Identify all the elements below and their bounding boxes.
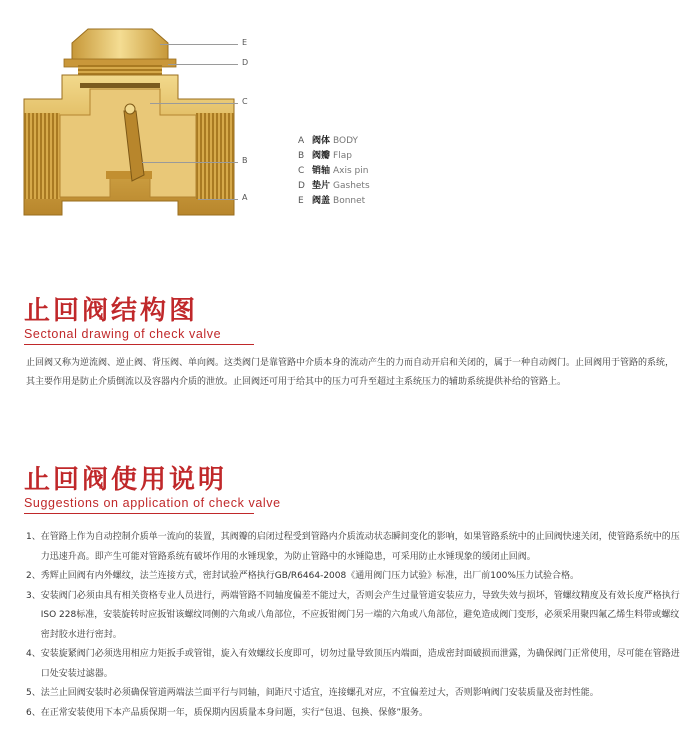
- check-valve-diagram: [20, 25, 260, 220]
- section-divider-structure: [24, 344, 254, 345]
- callout-line-c: [150, 103, 238, 104]
- list-item: 2、 秀辉止回阀有内外螺纹，法兰连接方式，密封试验严格执行GB/R6464-2008《通用阀门压力试验》标准，出厂前100%压力试验合格。: [26, 571, 579, 581]
- section-divider-usage: [24, 513, 254, 514]
- section-title-structure: 止回阀结构图: [24, 296, 199, 326]
- intro-paragraph: 止回阀又称为逆流阀、逆止阀、背压阀、单向阀。这类阀门是靠管路中介质本身的流动产生的力而自动开启和关闭的，属于一种自动阀门。止回阀用于管路的系统，其主要作用是防止介质倒流以及容器内介质的泄放。止回阀还可用于给其中的压力可升至超过主系统压力的辅助系统提供补给的管路上。: [26, 358, 675, 387]
- list-item: 3、 安装阀门必须由具有相关资格专业人员进行，两端管路不同轴度偏差不能过大，否则会产生过量管道安装应力，导致失效与损坏，管螺纹精度及有效长度严格执行ISO 228标准，安装旋转时应扳钳该螺纹同侧的六角或八角部位，不应扳钳阀门另一端的六角或八角部位，避免造成阀门变形，必须采用聚四氟乙烯生料带或螺纹密封胶水进行密封。: [26, 590, 680, 640]
- section-title-usage: 止回阀使用说明: [24, 465, 228, 495]
- legend-row-flap: B 阀瓣 Flap: [298, 151, 352, 161]
- callout-line-e: [160, 44, 238, 45]
- legend-row-gaskets: D 垫片 Gashets: [298, 181, 370, 191]
- section-subtitle-structure: Sectonal drawing of check valve: [24, 327, 222, 341]
- callout-letter-e: E: [242, 38, 248, 47]
- section-subtitle-usage: Suggestions on application of check valve: [24, 496, 281, 510]
- legend-row-axis-pin: C 销轴 Axis pin: [298, 166, 369, 176]
- legend-row-bonnet: E 阀盖 Bonnet: [298, 196, 366, 206]
- callout-line-a: [198, 199, 238, 200]
- callout-line-b: [142, 162, 238, 163]
- list-item: 6、 在正常安装使用下本产品质保期一年，质保期内因质量本身问题，实行“包退、包换、保修”服务。: [26, 707, 429, 718]
- list-item: 5、 法兰止回阀安装时必须确保管道两端法兰面平行与同轴，间距尺寸适宜，连接螺孔对应，不宜偏差过大，否则影响阀门安装质量及密封性能。: [26, 688, 599, 698]
- legend-row-body: A 阀体 BODY: [298, 136, 359, 146]
- parts-legend: [298, 134, 370, 209]
- callout-letter-c: C: [242, 97, 248, 106]
- callout-letter-b: B: [242, 156, 248, 165]
- callout-letter-d: D: [242, 58, 249, 67]
- callout-letter-a: A: [242, 193, 248, 202]
- list-item: 1、 在管路上作为自动控制介质单一流向的装置，其阀瓣的启闭过程受到管路内介质流动状态瞬间变化的影响，如果管路系统中的止回阀快速关闭，使管路系统中的压力迅速升高。即产生可能对管路系统有破坏作用的水锤现象，为防止管路中的水锤隐患，可采用防止水锤现象的缓闭止回阀。: [26, 532, 680, 562]
- usage-instructions-list: [26, 528, 680, 723]
- valve-cutaway-illustration: [20, 25, 260, 220]
- callout-line-d: [168, 64, 238, 65]
- list-item: 4、 安装旋紧阀门必须选用相应力矩扳手或管钳，旋入有效螺纹长度即可，切勿过量导致顶压内端面，造成密封面破损而泄露，为确保阀门正常使用，尽可能在管路进口处安装过滤器。: [26, 649, 680, 679]
